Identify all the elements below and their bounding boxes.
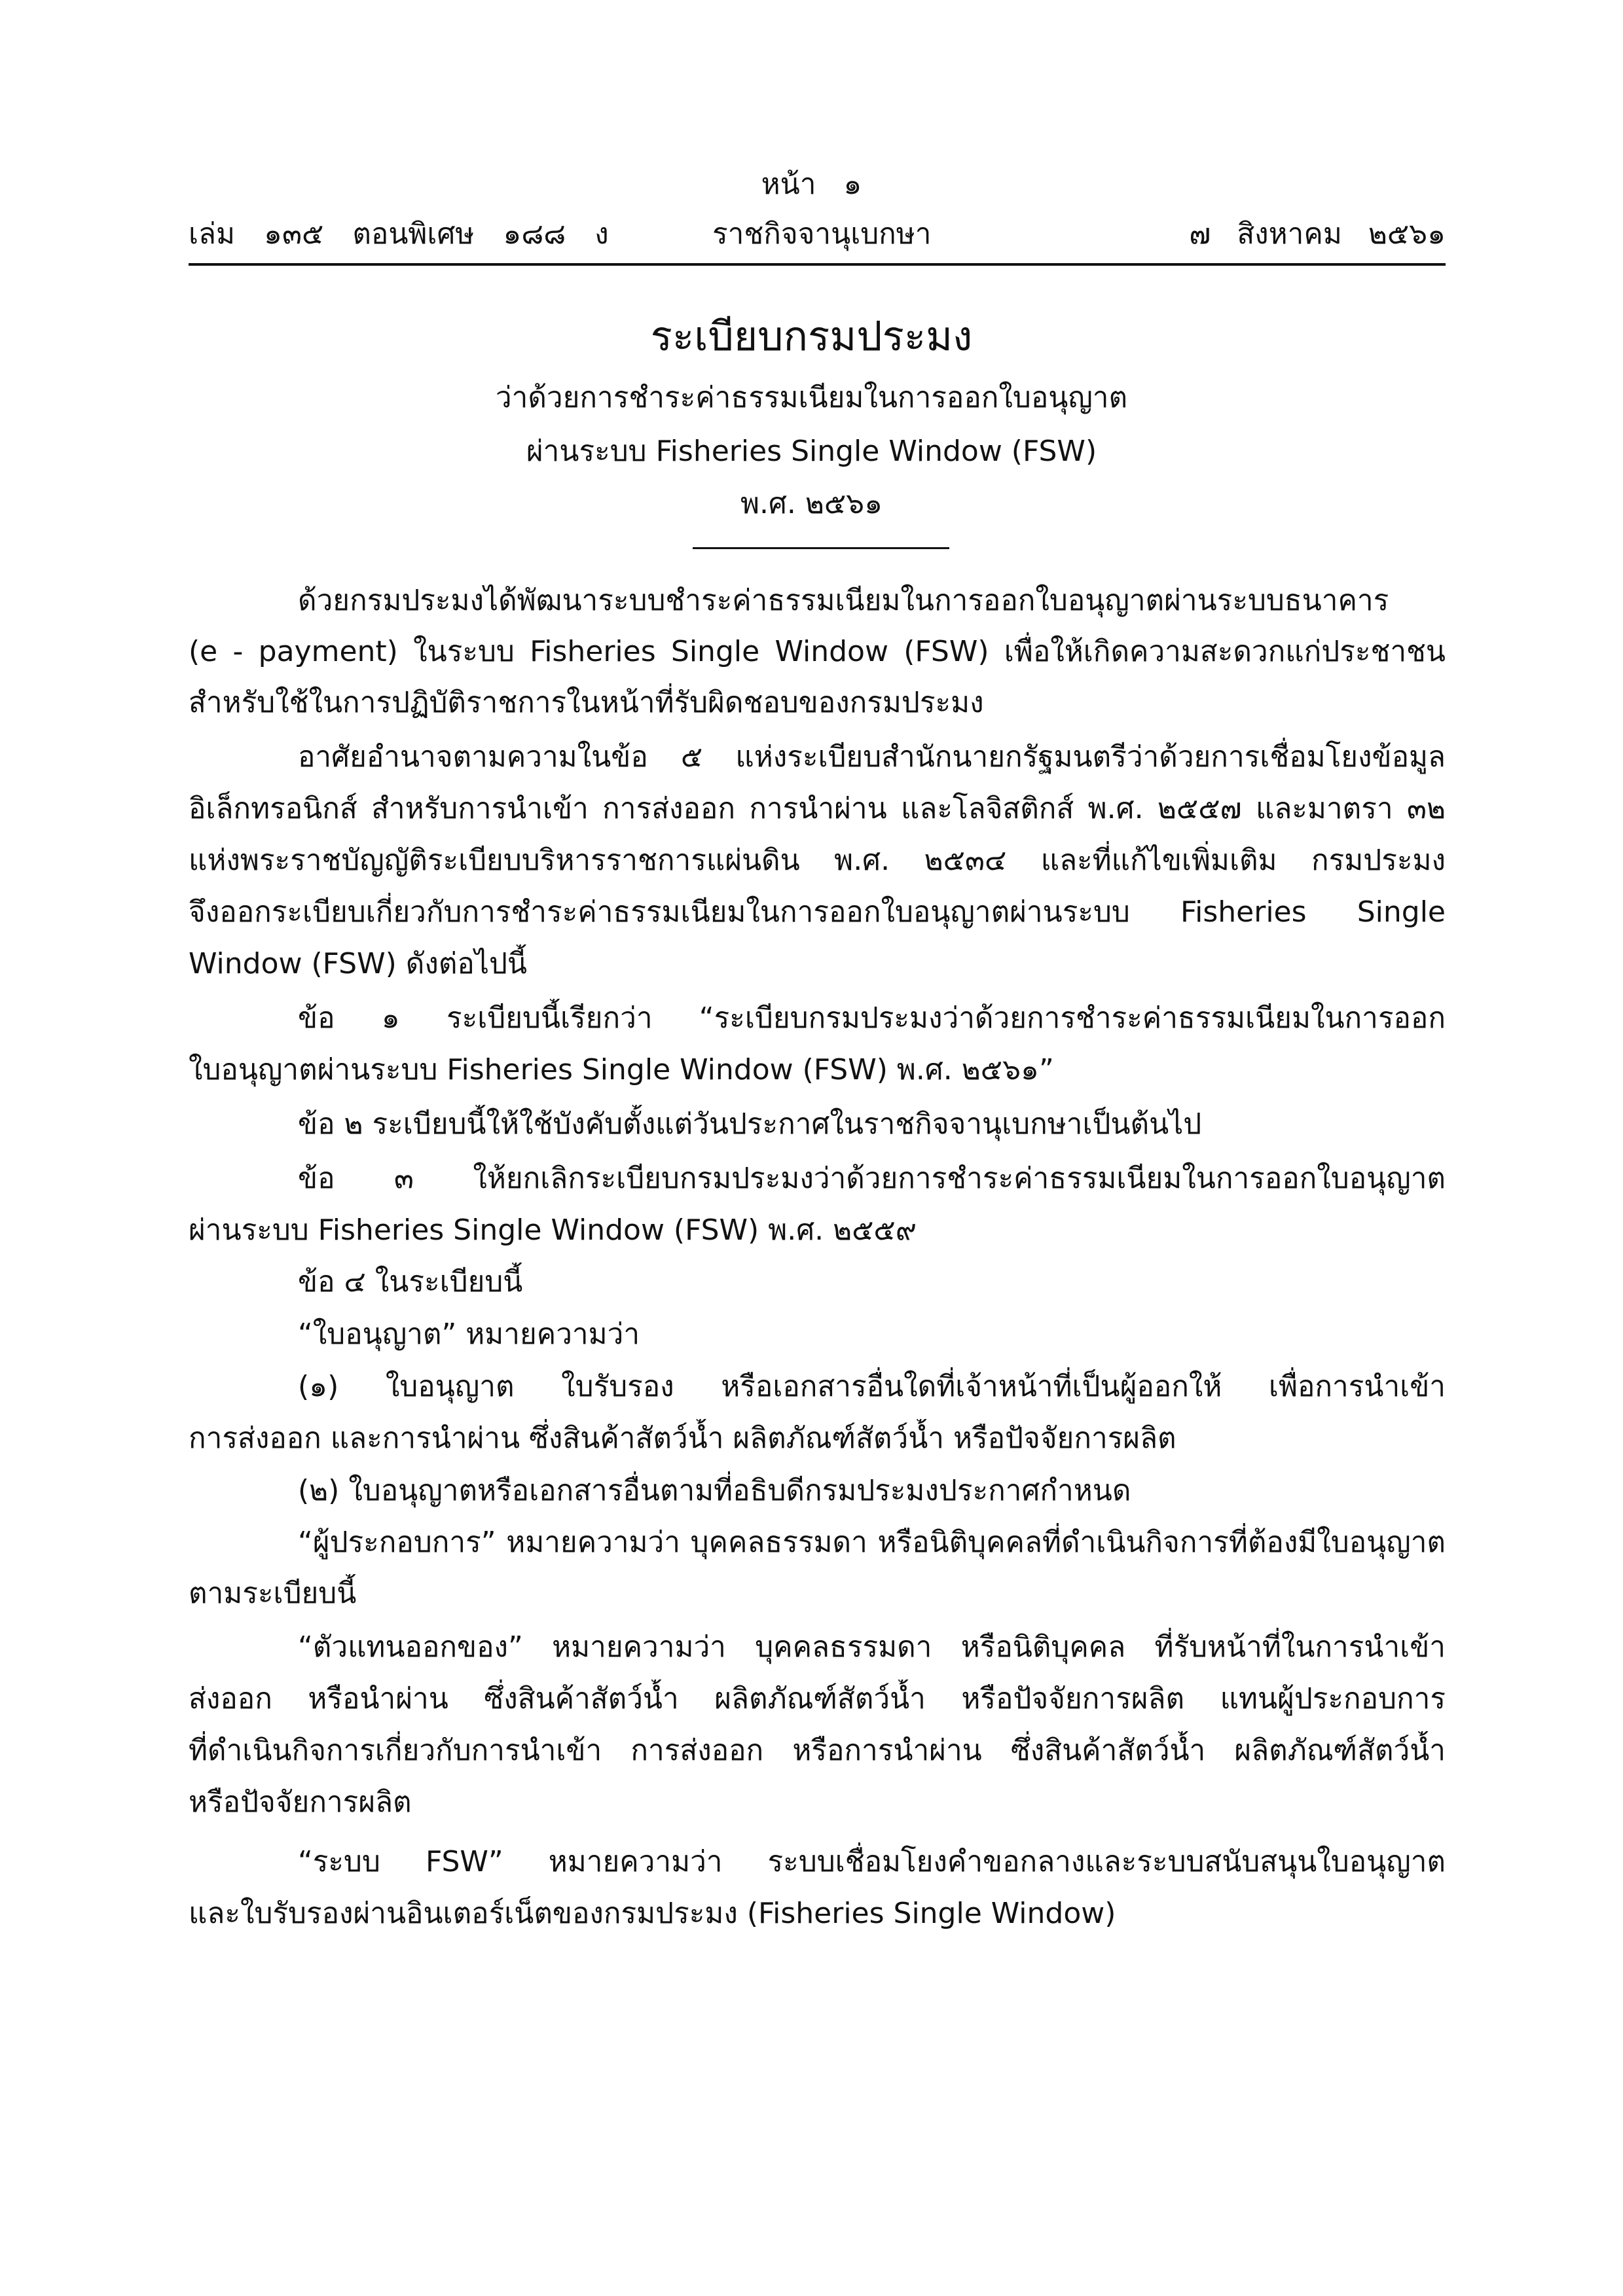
body-line: “ใบอนุญาต” หมายความว่า [298, 1318, 640, 1351]
body-line: จึงออกระเบียบเกี่ยวกับการชำระค่าธรรมเนียมในการออกใบอนุญาตผ่านระบบ Fisheries Single [189, 895, 1446, 929]
body-line: (๒) ใบอนุญาตหรือเอกสารอื่นตามที่อธิบดีกรมประมงประกาศกำหนด [298, 1474, 1131, 1507]
body-line: “ผู้ประกอบการ” หมายความว่า บุคคลธรรมดา หรือนิติบุคคลที่ดำเนินกิจการที่ต้องมีใบอนุญาต [298, 1526, 1446, 1559]
volume-label: เล่ม [189, 217, 236, 251]
body-line: ข้อ ๓ ให้ยกเลิกระเบียบกรมประมงว่าด้วยการชำระค่าธรรมเนียมในการออกใบอนุญาต [298, 1162, 1446, 1195]
body-line: (e - payment) ในระบบ Fisheries Single Window (FSW) เพื่อให้เกิดความสะดวกแก่ประชาชน [189, 635, 1446, 668]
issue-label: ตอนพิเศษ [352, 217, 475, 251]
body-line: แห่งพระราชบัญญัติระเบียบบริหารราชการแผ่นดิน พ.ศ. ๒๕๓๔ และที่แก้ไขเพิ่มเติม กรมประมง [189, 844, 1446, 877]
date-day: ๗ [1189, 217, 1211, 251]
page-label: หน้า [761, 168, 816, 201]
page-number-value: ๑ [843, 168, 862, 201]
body-line: ผ่านระบบ Fisheries Single Window (FSW) พ.ศ. ๒๕๕๙ [189, 1213, 917, 1247]
body-line: ข้อ ๔ ในระเบียบนี้ [298, 1265, 523, 1299]
body-line: และใบรับรองผ่านอินเตอร์เน็ตของกรมประมง (Fisheries Single Window) [189, 1897, 1116, 1930]
title-divider [693, 547, 949, 549]
body-line: (๑) ใบอนุญาต ใบรับรอง หรือเอกสารอื่นใดที่เจ้าหน้าที่เป็นผู้ออกให้ เพื่อการนำเข้า [298, 1370, 1446, 1403]
body-line: หรือปัจจัยการผลิต [189, 1785, 412, 1819]
page-number [0, 165, 1623, 204]
body-line: ด้วยกรมประมงได้พัฒนาระบบชำระค่าธรรมเนียมในการออกใบอนุญาตผ่านระบบธนาคาร [298, 584, 1389, 617]
body-line: ข้อ ๒ ระเบียบนี้ให้ใช้บังคับตั้งแต่วันประกาศในราชกิจจานุเบกษาเป็นต้นไป [298, 1107, 1202, 1141]
body-line: Window (FSW) ดังต่อไปนี้ [189, 947, 527, 980]
body-line: “ระบบ FSW” หมายความว่า ระบบเชื่อมโยงคำขอกลางและระบบสนับสนุนใบอนุญาต [298, 1845, 1446, 1878]
volume-info [189, 215, 629, 254]
body-line: ใบอนุญาตผ่านระบบ Fisheries Single Window (FSW) พ.ศ. ๒๕๖๑” [189, 1053, 1054, 1086]
body-line: อาศัยอำนาจตามความในข้อ ๕ แห่งระเบียบสำนักนายกรัฐมนตรีว่าด้วยการเชื่อมโยงข้อมูล [298, 740, 1446, 774]
document-title: ระเบียบกรมประมง [650, 312, 973, 360]
gazette-name: ราชกิจจานุเบกษา [712, 217, 932, 251]
document-subtitle-2: ผ่านระบบ Fisheries Single Window (FSW) [526, 435, 1097, 468]
volume-number: ๑๓๕ [264, 217, 324, 251]
issue-letter: ง [594, 217, 609, 251]
publication-date [1172, 215, 1446, 254]
body-line: การส่งออก และการนำผ่าน ซึ่งสินค้าสัตว์น้ำ ผลิตภัณฑ์สัตว์น้ำ หรือปัจจัยการผลิต [189, 1422, 1176, 1455]
body-line: สำหรับใช้ในการปฏิบัติราชการในหน้าที่รับผิดชอบของกรมประมง [189, 686, 984, 719]
body-line: ข้อ ๑ ระเบียบนี้เรียกว่า “ระเบียบกรมประมงว่าด้วยการชำระค่าธรรมเนียมในการออก [298, 1001, 1446, 1035]
header-divider [189, 263, 1446, 266]
document-year: พ.ศ. ๒๕๖๑ [740, 487, 883, 520]
issue-number: ๑๘๘ [503, 217, 566, 251]
date-month: สิงหาคม [1237, 217, 1342, 251]
body-line: ที่ดำเนินกิจการเกี่ยวกับการนำเข้า การส่งออก หรือการนำผ่าน ซึ่งสินค้าสัตว์น้ำ ผลิตภัณฑ์สัตว์น้ำ [189, 1734, 1446, 1767]
date-year: ๒๕๖๑ [1368, 217, 1446, 251]
body-line: ตามระเบียบนี้ [189, 1577, 357, 1610]
body-line: อิเล็กทรอนิกส์ สำหรับการนำเข้า การส่งออก การนำผ่าน และโลจิสติกส์ พ.ศ. ๒๕๕๗ และมาตรา ๓๒ [189, 792, 1446, 825]
document-subtitle-1: ว่าด้วยการชำระค่าธรรมเนียมในการออกใบอนุญาต [495, 381, 1128, 414]
body-line: “ตัวแทนออกของ” หมายความว่า บุคคลธรรมดา หรือนิติบุคคล ที่รับหน้าที่ในการนำเข้า [298, 1630, 1446, 1664]
gazette-header [189, 215, 1446, 254]
body-line: ส่งออก หรือนำผ่าน ซึ่งสินค้าสัตว์น้ำ ผลิตภัณฑ์สัตว์น้ำ หรือปัจจัยการผลิต แทนผู้ประกอบการ [189, 1682, 1446, 1715]
